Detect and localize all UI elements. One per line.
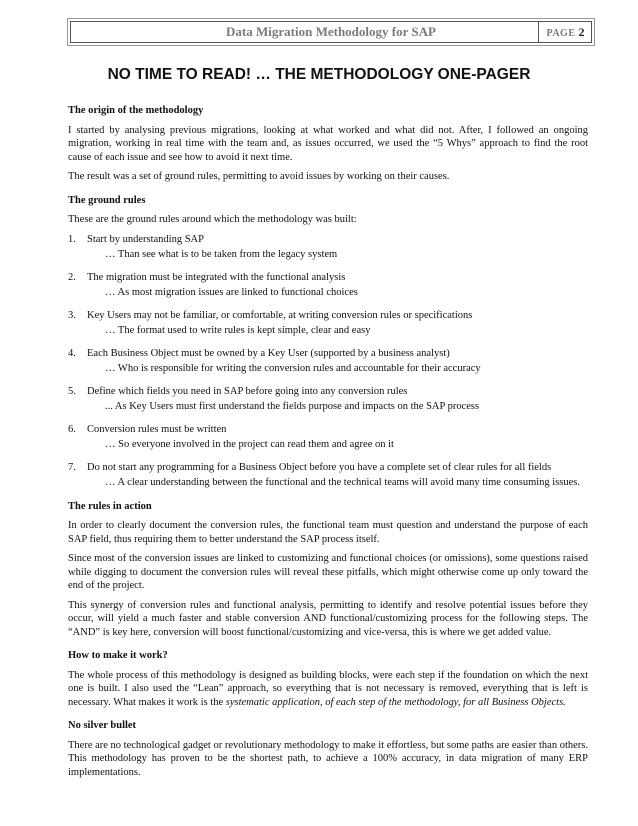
- rule-text: Do not start any programming for a Business Object before you have a complete set of clear rules for all fields: [87, 461, 552, 473]
- list-number: 6.: [68, 423, 76, 435]
- list-number: 1.: [68, 233, 76, 245]
- list-item: [68, 271, 588, 300]
- section-ground-rules: [68, 194, 588, 490]
- header-divider: [538, 22, 539, 42]
- list-item: [68, 233, 588, 262]
- rule-subtext: ... As Key Users must first understand the fields purpose and impacts on the SAP process: [105, 401, 480, 412]
- section-heading: How to make it work?: [68, 650, 168, 661]
- rule-text: Define which fields you need in SAP before going into any conversion rules: [87, 385, 408, 397]
- page-header: [70, 21, 592, 43]
- paragraph: This synergy of conversion rules and functional analysis, permitting to identify and resolve potential issues before they occur, will yield a much faster and stable conversion AND functional/customizing process for the following steps. The “AND” is key here, conversion will boost functional/customizing and vice-versa, this is where we get added value.: [68, 599, 588, 638]
- paragraph: There are no technological gadget or revolutionary methodology to make it effortless, but some paths are easier than others. This methodology has proven to be the shortest path, to achieve a 100% accuracy, in data migration of many ERP implementations.: [68, 739, 588, 778]
- section-silver-bullet: [68, 719, 588, 779]
- section-heading: The origin of the methodology: [68, 105, 204, 116]
- list-item: [68, 309, 588, 338]
- list-item: [68, 347, 588, 376]
- paragraph: The result was a set of ground rules, permitting to avoid issues by working on their causes.: [68, 171, 450, 182]
- list-number: 7.: [68, 461, 76, 473]
- rule-subtext: … A clear understanding between the functional and the technical teams will avoid many time consuming issues.: [105, 477, 581, 488]
- paragraph: These are the ground rules around which the methodology was built:: [68, 214, 357, 225]
- rule-text: Conversion rules must be written: [87, 423, 227, 435]
- document-body: [68, 104, 588, 789]
- paragraph: Since most of the conversion issues are linked to customizing and functional choices (or omissions), some questions raised while digging to document the conversion rules will reveal these pitfalls, which might otherwise come up only toward the end of the project.: [68, 553, 588, 591]
- list-number: 5.: [68, 385, 76, 397]
- rule-text: Start by understanding SAP: [87, 233, 204, 245]
- section-heading: The ground rules: [68, 194, 146, 206]
- list-item: [68, 385, 588, 414]
- rule-subtext: … As most migration issues are linked to functional choices: [105, 287, 358, 298]
- header-page-indicator: [546, 25, 585, 40]
- list-number: 4.: [68, 347, 76, 359]
- rule-text: Key Users may not be familiar, or comfortable, at writing conversion rules or specifications: [87, 309, 473, 321]
- section-heading: No silver bullet: [68, 720, 137, 731]
- page-number: 2: [578, 25, 585, 39]
- list-item: [68, 423, 588, 452]
- rule-subtext: … Than see what is to be taken from the legacy system: [105, 249, 338, 260]
- section-heading: The rules in action: [68, 500, 152, 512]
- paragraph: In order to clearly document the conversion rules, the functional team must question and understand the purpose of each SAP field, thus requiring them to better understand the SAP process itself.: [68, 520, 588, 545]
- paragraph: I started by analysing previous migrations, looking at what worked and what did not. After, I followed an ongoing migration, working in real time with the team and, as issues occurred, we used the “5 Whys” approach to find the root cause of each issue and see how to avoid it next time.: [68, 124, 588, 163]
- rule-text: Each Business Object must be owned by a Key User (supported by a business analyst): [87, 347, 450, 359]
- rule-subtext: … Who is responsible for writing the conversion rules and accountable for their accuracy: [105, 363, 481, 374]
- rule-text: The migration must be integrated with the functional analysis: [87, 271, 346, 283]
- paragraph: [68, 669, 588, 710]
- paragraph-text: The whole process of this methodology is designed as building blocks, were each step if the foundation on which the next one is built. I also used the “Lean” approach, so everything that is not necessary is removed, everything that is left is necessary. What makes it work is the: [68, 669, 588, 708]
- document-title: NO TIME TO READ! … THE METHODOLOGY ONE-PAGER: [107, 66, 531, 83]
- list-number: 3.: [68, 309, 76, 321]
- list-number: 2.: [68, 271, 76, 283]
- section-make-it-work: [68, 649, 588, 709]
- ground-rules-list: [68, 233, 588, 490]
- header-title: Data Migration Methodology for SAP: [226, 24, 436, 39]
- page-label: PAGE: [546, 28, 576, 39]
- rule-subtext: … So everyone involved in the project can read them and agree on it: [105, 439, 394, 450]
- emphasis-text: systematic application, of each step of the methodology, for all Business Objects.: [225, 696, 566, 708]
- rule-subtext: … The format used to write rules is kept simple, clear and easy: [105, 325, 371, 336]
- section-origin: [68, 104, 588, 184]
- section-rules-in-action: [68, 500, 588, 640]
- list-item: [68, 461, 588, 490]
